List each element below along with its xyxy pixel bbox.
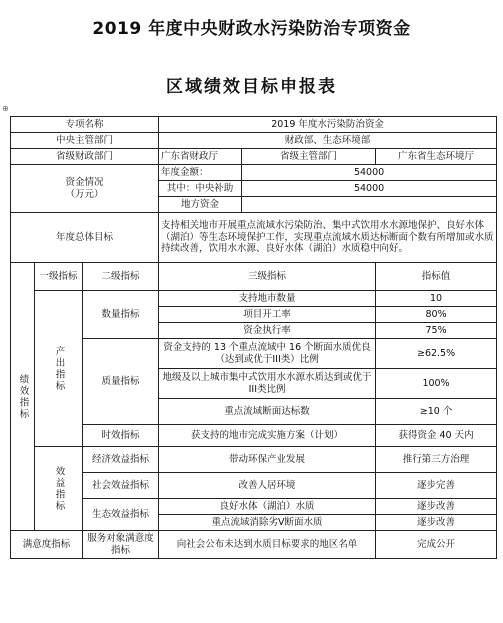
quality-row-value: 100% (376, 369, 497, 399)
timeliness-label: 时效指标 (83, 425, 159, 447)
economic-row-name: 带动环保产业发展 (159, 447, 376, 473)
timeliness-row-value: 获得资金 40 天内 (376, 425, 497, 447)
benefit-indicators-label (35, 447, 83, 531)
eco-row-name: 重点流域消除劣V断面水质 (159, 515, 376, 531)
service-row-value: 完成公开 (376, 531, 497, 559)
report-title: 2019 年度中央财政水污染防治专项资金 (92, 19, 411, 39)
fund-label-line2: （万元） (65, 188, 104, 200)
social-label: 社会效益指标 (83, 473, 159, 499)
annual-goal-text: 支持相关地市开展重点流域水污染防治、集中式饮用水水源地保护、良好水体（湖泊）等生态环境保护工作，实现重点流域水质达标断面个数有所增加或水质持续改善，饮用水水源、良好水体（湖泊）水质稳中向好。 (159, 213, 497, 263)
fund-local-value (242, 197, 497, 213)
quantity-label: 数量指标 (83, 291, 159, 339)
perf-indicators-text: 绩效指标 (17, 373, 29, 420)
central-dept-value: 财政部、生态环境部 (159, 133, 497, 149)
level2-header: 二级指标 (83, 263, 159, 291)
prov-finance-value: 广东省财政厅 (159, 149, 242, 165)
quality-row-name: 资金支持的 13 个重点流域中 16 个断面水质优良（达到或优于III类）比例 (159, 339, 376, 369)
quantity-row-value: 75% (376, 323, 497, 339)
service-row-name: 向社会公布未达到水质目标要求的地区名单 (159, 531, 376, 559)
prov-dept-label: 省级主管部门 (242, 149, 376, 165)
economic-row-value: 推行第三方治理 (376, 447, 497, 473)
fund-label (11, 165, 159, 213)
quality-row-name: 重点流域断面达标数 (159, 399, 376, 425)
quantity-row-value: 80% (376, 307, 497, 323)
central-dept-label: 中央主管部门 (11, 133, 159, 149)
quantity-row-value: 10 (376, 291, 497, 307)
annual-goal-label: 年度总体目标 (11, 213, 159, 263)
quantity-row-name: 资金执行率 (159, 323, 376, 339)
level3-header: 三级指标 (159, 263, 376, 291)
performance-target-table (10, 116, 497, 559)
eco-row-value: 逐步改善 (376, 499, 497, 515)
quantity-row-name: 项目开工率 (159, 307, 376, 323)
output-indicators-text: 产出指标 (53, 345, 65, 392)
satisfaction-label: 满意度指标 (11, 531, 83, 559)
eco-row-value: 逐步改善 (376, 515, 497, 531)
table-move-anchor-icon[interactable]: ⊕ (2, 104, 9, 113)
eco-row-name: 良好水体（湖泊）水质 (159, 499, 376, 515)
report-subtitle: 区域绩效目标申报表 (166, 77, 337, 97)
social-row-name: 改善人居环境 (159, 473, 376, 499)
quality-row-name: 地级及以上城市集中式饮用水水源水质达到或优于III类比例 (159, 369, 376, 399)
quality-row-value: ≥10 个 (376, 399, 497, 425)
timeliness-row-name: 获支持的地市完成实施方案（计划） (159, 425, 376, 447)
fund-annual-value: 54000 (242, 165, 497, 181)
prov-finance-label: 省级财政部门 (11, 149, 159, 165)
service-label: 服务对象满意度指标 (83, 531, 159, 559)
level1-header: 一级指标 (35, 263, 83, 291)
output-indicators-label (35, 291, 83, 447)
fund-central-value: 54000 (242, 181, 497, 197)
social-row-value: 逐步完善 (376, 473, 497, 499)
project-name-value: 2019 年度水污染防治资金 (159, 117, 497, 133)
economic-label: 经济效益指标 (83, 447, 159, 473)
benefit-indicators-text: 效益指标 (53, 465, 65, 512)
fund-annual-label: 年度金额： (159, 165, 242, 181)
quality-row-value: ≥62.5% (376, 339, 497, 369)
fund-central-label: 其中：中央补助 (159, 181, 242, 197)
fund-local-label: 地方资金 (159, 197, 242, 213)
value-header: 指标值 (376, 263, 497, 291)
prov-dept-value: 广东省生态环境厅 (376, 149, 497, 165)
fund-label-line1: 资金情况 (65, 176, 104, 188)
quantity-row-name: 支持地市数量 (159, 291, 376, 307)
project-name-label: 专项名称 (11, 117, 159, 133)
quality-label: 质量指标 (83, 339, 159, 425)
eco-label: 生态效益指标 (83, 499, 159, 531)
perf-indicators-label (11, 263, 35, 531)
